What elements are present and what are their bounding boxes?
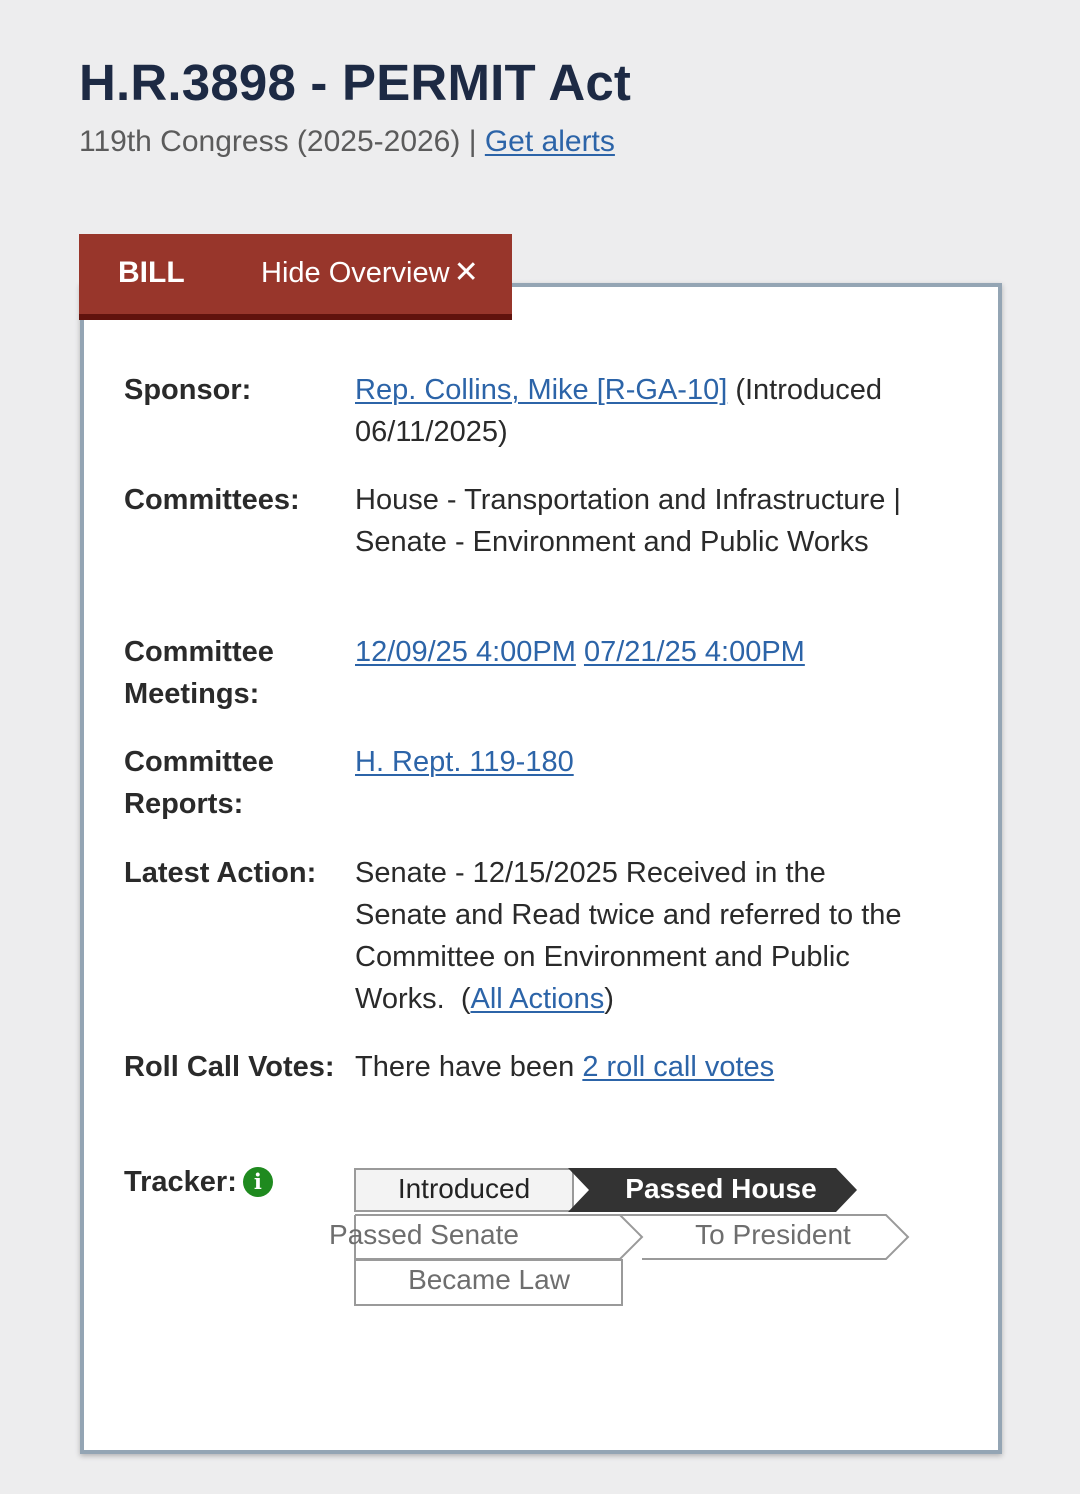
bill-tab[interactable]: BILL <box>118 256 185 289</box>
committee-report-link[interactable]: H. Rept. 119-180 <box>355 746 574 778</box>
congress-line <box>79 122 615 162</box>
tracker-stage-passed-house <box>568 1168 858 1212</box>
tracker-stage-to-president <box>620 1214 910 1260</box>
sponsor-introduced: (Introduced 06/11/2025) <box>355 374 883 448</box>
close-icon: ✕ <box>453 256 479 289</box>
roll-call-text: There have been <box>355 1051 575 1083</box>
roll-call-label: Roll Call Votes: <box>124 1051 335 1083</box>
hide-overview-button[interactable] <box>261 255 479 291</box>
committee-reports-label: Committee Reports: <box>124 746 274 820</box>
meeting-link[interactable]: 07/21/25 4:00PM <box>583 636 805 668</box>
committees-value: House - Transportation and Infrastructure | Senate - Environment and Public Works <box>355 484 901 558</box>
sponsor-label: Sponsor: <box>124 374 252 406</box>
latest-action-label: Latest Action: <box>124 857 317 889</box>
tracker-stage-label: Passed Senate <box>329 1219 519 1250</box>
paren-open: ( <box>460 983 471 1015</box>
tracker-stage-label: Passed House <box>625 1173 817 1204</box>
committees-label: Committees: <box>124 484 300 516</box>
latest-action-value <box>355 852 915 1020</box>
latest-action-text: Senate - 12/15/2025 Received in the Senate and Read twice and referred to the Committee on Environment and Public Works. <box>355 857 902 1015</box>
get-alerts-link[interactable]: Get alerts <box>484 125 615 158</box>
roll-call-value <box>355 1046 945 1088</box>
tracker-label: Tracker: <box>124 1166 237 1198</box>
tracker-stage-became-law <box>354 1259 624 1307</box>
committee-meetings-label: Committee Meetings: <box>124 636 274 710</box>
bill-tab-bar <box>79 234 512 320</box>
tracker-stage-label: Introduced <box>397 1173 531 1204</box>
sponsor-link[interactable]: Rep. Collins, Mike [R-GA-10] <box>355 374 728 406</box>
paren-close: ) <box>604 983 614 1015</box>
committee-meetings-value <box>355 631 945 673</box>
tracker-stage-passed-senate <box>329 1214 644 1260</box>
info-icon[interactable]: i <box>243 1167 273 1197</box>
congress-label: 119th Congress (2025-2026) | <box>79 125 477 158</box>
meeting-link[interactable]: 12/09/25 4:00PM <box>355 636 576 668</box>
tracker-stage-label: Became Law <box>408 1264 570 1295</box>
committee-reports-value <box>355 741 945 783</box>
bill-title: H.R.3898 - PERMIT Act <box>79 54 632 111</box>
hide-overview-label: Hide Overview <box>261 257 450 289</box>
tracker-stage-label: To President <box>695 1219 851 1250</box>
all-actions-link[interactable]: All Actions <box>470 983 605 1015</box>
tracker-stage-introduced <box>354 1168 574 1212</box>
sponsor-value <box>355 369 945 453</box>
roll-call-votes-link[interactable]: 2 roll call votes <box>582 1051 775 1083</box>
tracker-label-row <box>124 1161 344 1203</box>
